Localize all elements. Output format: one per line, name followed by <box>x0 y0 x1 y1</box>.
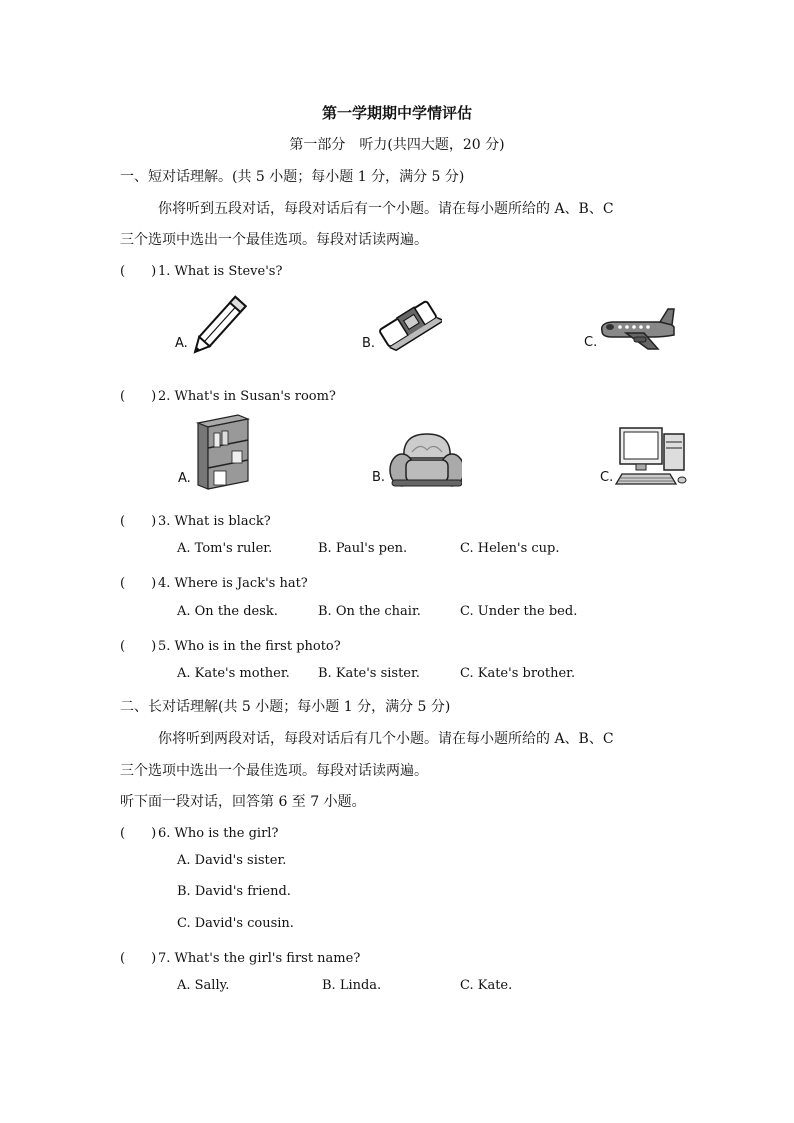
q3-option-b[interactable]: B. Paul's pen. <box>318 541 408 556</box>
question-text: 1. What is Steve's? <box>158 264 283 279</box>
q2-option-c <box>600 424 692 490</box>
q4-option-a[interactable]: A. On the desk. <box>177 604 278 619</box>
q6-option-a[interactable]: A. David's sister. <box>177 853 287 868</box>
question-5 <box>120 635 341 654</box>
answer-blank[interactable]: ( ) <box>120 514 157 529</box>
question-text: 6. Who is the girl? <box>158 826 279 841</box>
computer-icon <box>600 424 692 490</box>
q6-option-b[interactable]: B. David's friend. <box>177 884 291 899</box>
question-text: 7. What's the girl's first name? <box>158 951 361 966</box>
q1-option-c <box>582 305 682 355</box>
q4-option-c[interactable]: C. Under the bed. <box>460 604 578 619</box>
q1-option-b <box>362 296 442 356</box>
q5-option-c[interactable]: C. Kate's brother. <box>460 666 576 681</box>
question-2 <box>120 385 336 404</box>
q7-option-a[interactable]: A. Sally. <box>177 978 230 993</box>
eraser-icon <box>362 296 442 356</box>
option-label: C. <box>584 335 598 350</box>
bookshelf-icon <box>178 413 258 493</box>
q5-option-b[interactable]: B. Kate's sister. <box>318 666 420 681</box>
q3-option-a[interactable]: A. Tom's ruler. <box>177 541 273 556</box>
q6-option-c[interactable]: C. David's cousin. <box>177 916 294 931</box>
question-text: 2. What's in Susan's room? <box>158 389 336 404</box>
section2-sub-instruction: 听下面一段对话，回答第 6 至 7 小题。 <box>120 794 366 810</box>
option-label: C. <box>600 470 614 485</box>
part-subtitle: 第一部分 听力(共四大题，20 分) <box>289 137 505 153</box>
question-text: 4. Where is Jack's hat? <box>158 576 308 591</box>
sofa-icon <box>372 428 462 490</box>
pencil-icon <box>175 290 255 356</box>
answer-blank[interactable]: ( ) <box>120 389 157 404</box>
question-text: 3. What is black? <box>158 514 271 529</box>
section1-instruction-line1: 你将听到五段对话，每段对话后有一个小题。请在每小题所给的 A、B、C <box>158 201 614 217</box>
question-text: 5. Who is in the first photo? <box>158 639 341 654</box>
question-1 <box>120 260 282 279</box>
question-6 <box>120 822 278 841</box>
section1-instruction-line2: 三个选项中选出一个最佳选项。每段对话读两遍。 <box>120 232 428 248</box>
q7-option-c[interactable]: C. Kate. <box>460 978 513 993</box>
option-label: B. <box>372 470 386 485</box>
answer-blank[interactable]: ( ) <box>120 639 157 654</box>
option-label: A. <box>175 336 188 351</box>
answer-blank[interactable]: ( ) <box>120 576 157 591</box>
section2-instruction-line2: 三个选项中选出一个最佳选项。每段对话读两遍。 <box>120 763 428 779</box>
option-label: B. <box>362 336 376 351</box>
q5-option-a[interactable]: A. Kate's mother. <box>177 666 290 681</box>
answer-blank[interactable]: ( ) <box>120 951 157 966</box>
q2-option-b <box>372 428 462 490</box>
section2-instruction-line1: 你将听到两段对话，每段对话后有几个小题。请在每小题所给的 A、B、C <box>158 731 614 747</box>
q4-option-b[interactable]: B. On the chair. <box>318 604 421 619</box>
section2-heading: 二、长对话理解(共 5 小题；每小题 1 分，满分 5 分) <box>120 699 451 715</box>
q7-option-b[interactable]: B. Linda. <box>322 978 382 993</box>
question-3 <box>120 510 271 529</box>
question-7 <box>120 947 360 966</box>
q2-option-a <box>178 413 258 493</box>
section1-heading: 一、短对话理解。(共 5 小题；每小题 1 分，满分 5 分) <box>120 169 465 185</box>
answer-blank[interactable]: ( ) <box>120 826 157 841</box>
q1-option-a <box>175 290 255 356</box>
q3-option-c[interactable]: C. Helen's cup. <box>460 541 560 556</box>
page-title: 第一学期期中学情评估 <box>321 104 472 122</box>
answer-blank[interactable]: ( ) <box>120 264 157 279</box>
airplane-icon <box>582 305 682 355</box>
question-4 <box>120 572 308 591</box>
option-label: A. <box>178 471 191 486</box>
